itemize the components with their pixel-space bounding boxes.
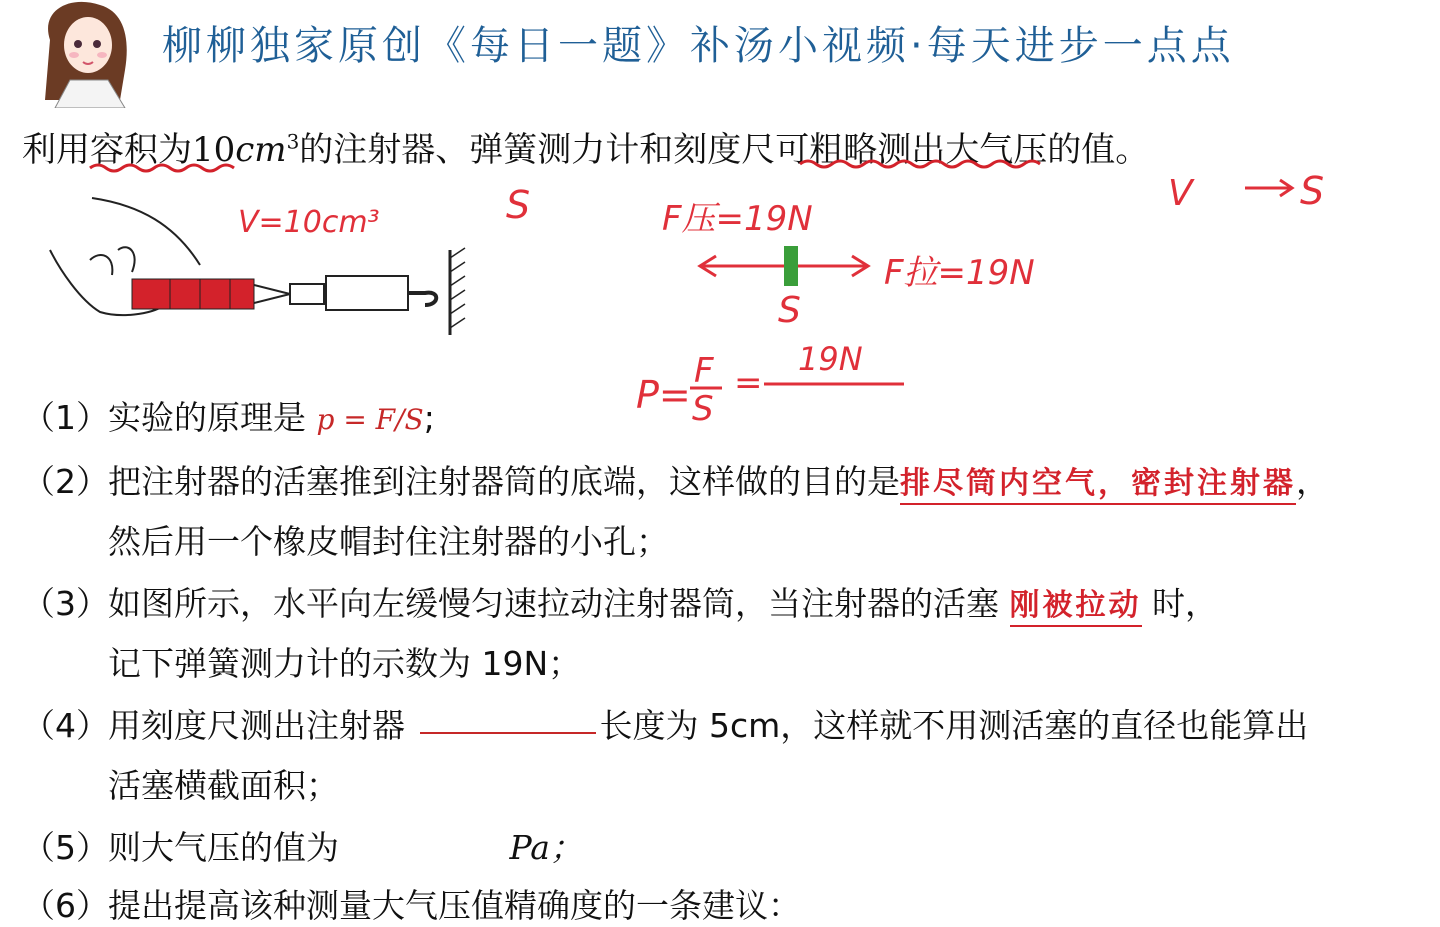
q2-end: ， xyxy=(1296,462,1329,501)
f-pull-note: F拉=19N xyxy=(884,253,1035,293)
intro-prefix: 利用容积为 xyxy=(22,130,192,170)
q3-number: （3） xyxy=(22,584,109,623)
q2-answer: 排尽筒内空气，密封注射器 xyxy=(900,466,1296,505)
intro-unit: cm xyxy=(235,130,287,170)
formula-eq: = xyxy=(734,363,763,403)
wavy-underline-pressure xyxy=(800,161,1040,167)
force-diagram xyxy=(700,246,868,331)
intro-volume: 10 xyxy=(192,130,236,170)
question-1 xyxy=(22,392,435,439)
q4-blank[interactable] xyxy=(420,722,596,734)
s-label: S xyxy=(778,290,801,331)
v-note: V xyxy=(1168,173,1193,214)
q3-text: 如图所示，水平向左缓慢匀速拉动注射器筒，当注射器的活塞 xyxy=(108,584,999,623)
s-target-note: S xyxy=(1300,169,1325,213)
q3-answer: 刚被拉动 xyxy=(1010,588,1142,627)
handwritten-formula xyxy=(636,340,904,429)
question-4-line2: 活塞横截面积； xyxy=(108,766,339,805)
question-2-line2: 然后用一个橡皮帽封住注射器的小孔； xyxy=(108,522,669,561)
q4-number: （4） xyxy=(22,706,109,745)
q2-text: 把注射器的活塞推到注射器筒的底端，这样做的目的是 xyxy=(108,462,900,501)
q5-unit: Pa； xyxy=(509,828,583,867)
question-3-line2: 记下弹簧测力计的示数为 19N； xyxy=(108,644,582,683)
q6-text: 提出提高该种测量大气压值精确度的一条建议： xyxy=(108,886,801,925)
question-5 xyxy=(22,822,583,869)
q4-text: 用刻度尺测出注射器 xyxy=(108,706,405,745)
q4-after: 长度为 5cm，这样就不用测活塞的直径也能算出 xyxy=(599,706,1309,745)
formula-f: F xyxy=(694,351,714,391)
question-3 xyxy=(22,578,1218,625)
q1-number: （1） xyxy=(22,398,109,437)
q1-formula: p = F/S xyxy=(316,403,424,436)
question-6 xyxy=(22,880,801,927)
question-2 xyxy=(22,456,1329,503)
question-4 xyxy=(22,700,1308,747)
volume-note: V=10cm³ xyxy=(238,205,380,240)
q2-number: （2） xyxy=(22,462,109,501)
banner-title: 柳柳独家原创《每日一题》补汤小视频·每天进步一点点 xyxy=(162,23,1235,69)
q1-text: 实验的原理是 xyxy=(108,398,306,437)
intro-exp: 3 xyxy=(286,129,300,154)
formula-value: 19N xyxy=(798,340,863,378)
formula-p: P= xyxy=(636,373,691,417)
q3-end: 时， xyxy=(1152,584,1218,623)
f-press-note: F压=19N xyxy=(662,199,813,239)
q1-end: ; xyxy=(423,398,435,437)
q5-text: 则大气压的值为 xyxy=(108,828,339,867)
wavy-underline-volume xyxy=(90,165,234,171)
q6-number: （6） xyxy=(22,886,109,925)
intro-suffix: 的注射器、弹簧测力计和刻度尺可粗略测出大气压的值。 xyxy=(299,130,1150,170)
formula-s: S xyxy=(692,389,714,429)
q5-number: （5） xyxy=(22,828,109,867)
s-note: S xyxy=(506,183,531,227)
